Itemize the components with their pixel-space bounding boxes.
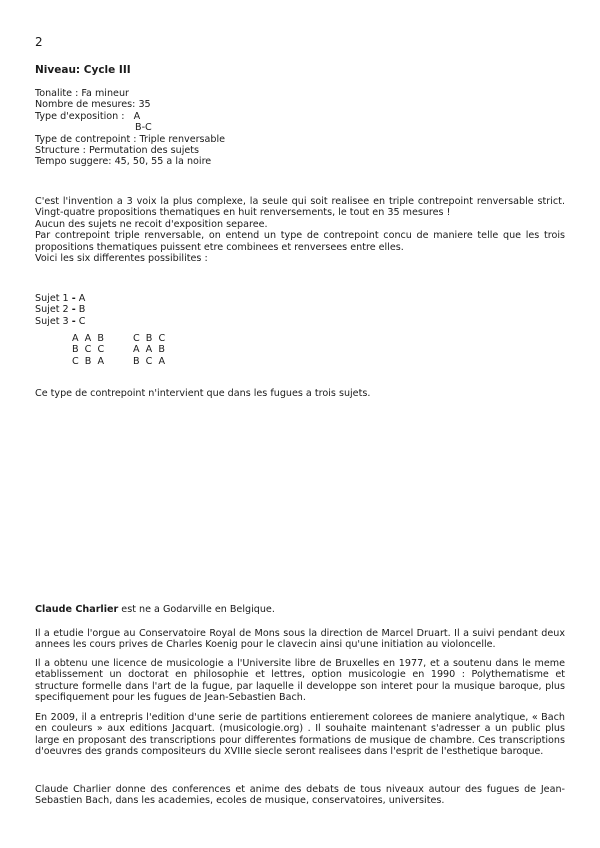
exposition-bc-line: B-C: [135, 122, 152, 134]
note-paragraph: Ce type de contrepoint n'intervient que dans les fugues a trois sujets.: [35, 388, 371, 399]
subject-line: Sujet 2 - B: [35, 304, 86, 316]
permutation-row: B C C A A B: [72, 344, 165, 356]
exposition-a: A: [133, 110, 141, 122]
subject-line: Sujet 3 - C: [35, 315, 86, 327]
page-number: 2: [35, 35, 43, 49]
section-title: Niveau: Cycle III: [35, 64, 131, 76]
structure-line: Structure : Permutation des sujets: [35, 144, 200, 156]
mesures-line: Nombre de mesures: 35: [35, 99, 151, 111]
author-name: Claude Charlier: [35, 604, 119, 615]
permutation-row: C B A B C A: [72, 355, 166, 367]
exposition-label: Type d'exposition :: [35, 110, 125, 122]
bio-paragraph: Claude Charlier donne des conferences et anime des debats de tous niveaux autour des fugues de Jean-Sebastien Bach, dans les academies, ecoles de musique, conservatoires, universites.: [35, 784, 565, 807]
tempo-line: Tempo suggere: 45, 50, 55 a la noire: [35, 156, 212, 168]
description-paragraph: Aucun des sujets ne recoit d'exposition separee.: [35, 218, 268, 230]
bio-intro: Claude Charlier est ne a Godarville en Belgique.: [35, 604, 275, 615]
contrepoint-line: Type de contrepoint : Triple renversable: [35, 133, 226, 145]
description-block: [35, 196, 565, 264]
subjects-list: [35, 293, 565, 327]
tonalite-line: Tonalite : Fa mineur: [35, 88, 129, 99]
properties-block: [35, 88, 565, 168]
description-paragraph: Par contrepoint triple renversable, on entend un type de contrepoint concu de maniere telle que les trois propositions thematiques puissent etre combinees et renversees entre elles.: [35, 230, 565, 253]
bio-paragraph: Il a obtenu une licence de musicologie a l'Universite libre de Bruxelles en 1977, et a soutenu dans le meme etablissement un doctorat en philosophie et lettres, option musicologie en 1990 : Polythematisme et structure formelle dans l'art de la fugue, par laquelle il developpe son interet pour la musique baroque, plus specifiquement pour les fugues de Jean-Sebastien Bach.: [35, 658, 565, 704]
subject-line: Sujet 1 - A: [35, 293, 86, 304]
bio-paragraph: En 2009, il a entrepris l'edition d'une serie de partitions entierement colorees de maniere analytique, « Bach en couleurs » aux editions Jacquart. (musicologie.org) . Il souhaite maintenant s'adresser a un public plus large en proposant des transcriptions pour differentes formations de musique de chambre. Ces transcriptions d'oeuvres des grands compositeurs du XVIIIe siecle seront realisees dans l'esprit de l'esthetique baroque.: [35, 712, 565, 758]
description-paragraph: C'est l'invention a 3 voix la plus complexe, la seule qui soit realisee en triple contrepoint renversable strict. Vingt-quatre propositions thematiques en huit renversements, le tout en 35 mesures !: [35, 196, 565, 219]
exposition-line: [35, 111, 565, 122]
permutation-table: [72, 333, 193, 367]
bio-paragraph: Il a etudie l'orgue au Conservatoire Royal de Mons sous la direction de Marcel Druart. Il a suivi pendant deux annees les cours prives de Charles Koenig pour le clavecin ainsi qu'une initiation au violoncelle.: [35, 628, 565, 651]
permutation-row: A A B C B C: [72, 333, 166, 344]
description-paragraph: Voici les six differentes possibilites :: [35, 253, 208, 265]
